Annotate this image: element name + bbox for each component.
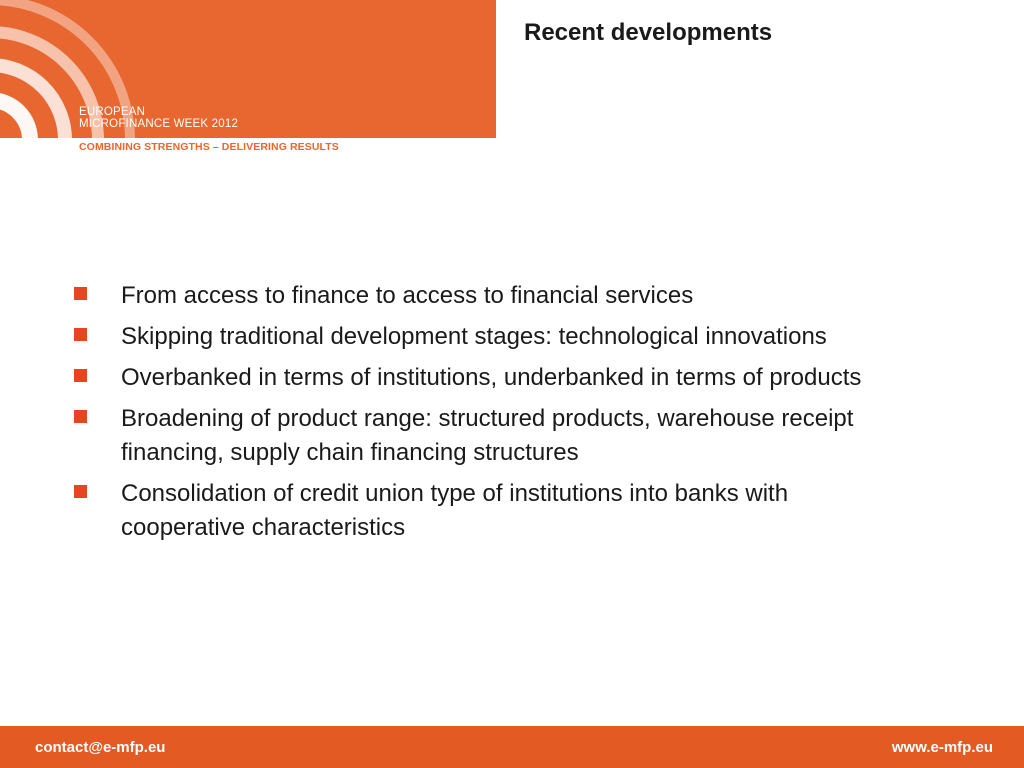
slide-title: Recent developments xyxy=(524,19,773,46)
bullet-item xyxy=(72,361,912,395)
square-bullet-icon xyxy=(74,410,87,423)
bullet-item xyxy=(72,320,912,354)
logo-text-line1: EUROPEAN xyxy=(79,106,146,118)
bullet-text: Skipping traditional development stages: technological innovations xyxy=(121,323,827,350)
footer-bar xyxy=(0,726,1024,768)
website-link[interactable]: www.e-mfp.eu xyxy=(891,739,993,756)
bullet-item xyxy=(72,279,912,313)
bullet-text: Broadening of product range: structured products, warehouse receipt financing, supply chain financing structures xyxy=(121,405,854,466)
bullet-text: Overbanked in terms of institutions, underbanked in terms of products xyxy=(121,364,862,391)
bullet-text: Consolidation of credit union type of institutions into banks with cooperative characteristics xyxy=(121,480,789,541)
square-bullet-icon xyxy=(74,328,87,341)
bullet-item xyxy=(72,477,912,545)
contact-email-link[interactable]: contact@e-mfp.eu xyxy=(35,739,166,756)
tagline: COMBINING STRENGTHS – DELIVERING RESULTS xyxy=(79,141,339,153)
logo-banner xyxy=(0,0,496,138)
logo-text-line2: MICROFINANCE WEEK 2012 xyxy=(79,118,239,130)
bullet-item xyxy=(72,402,912,470)
square-bullet-icon xyxy=(74,485,87,498)
bullet-text: From access to finance to access to financial services xyxy=(121,282,694,309)
square-bullet-icon xyxy=(74,369,87,382)
bullet-list xyxy=(72,279,912,552)
square-bullet-icon xyxy=(74,287,87,300)
